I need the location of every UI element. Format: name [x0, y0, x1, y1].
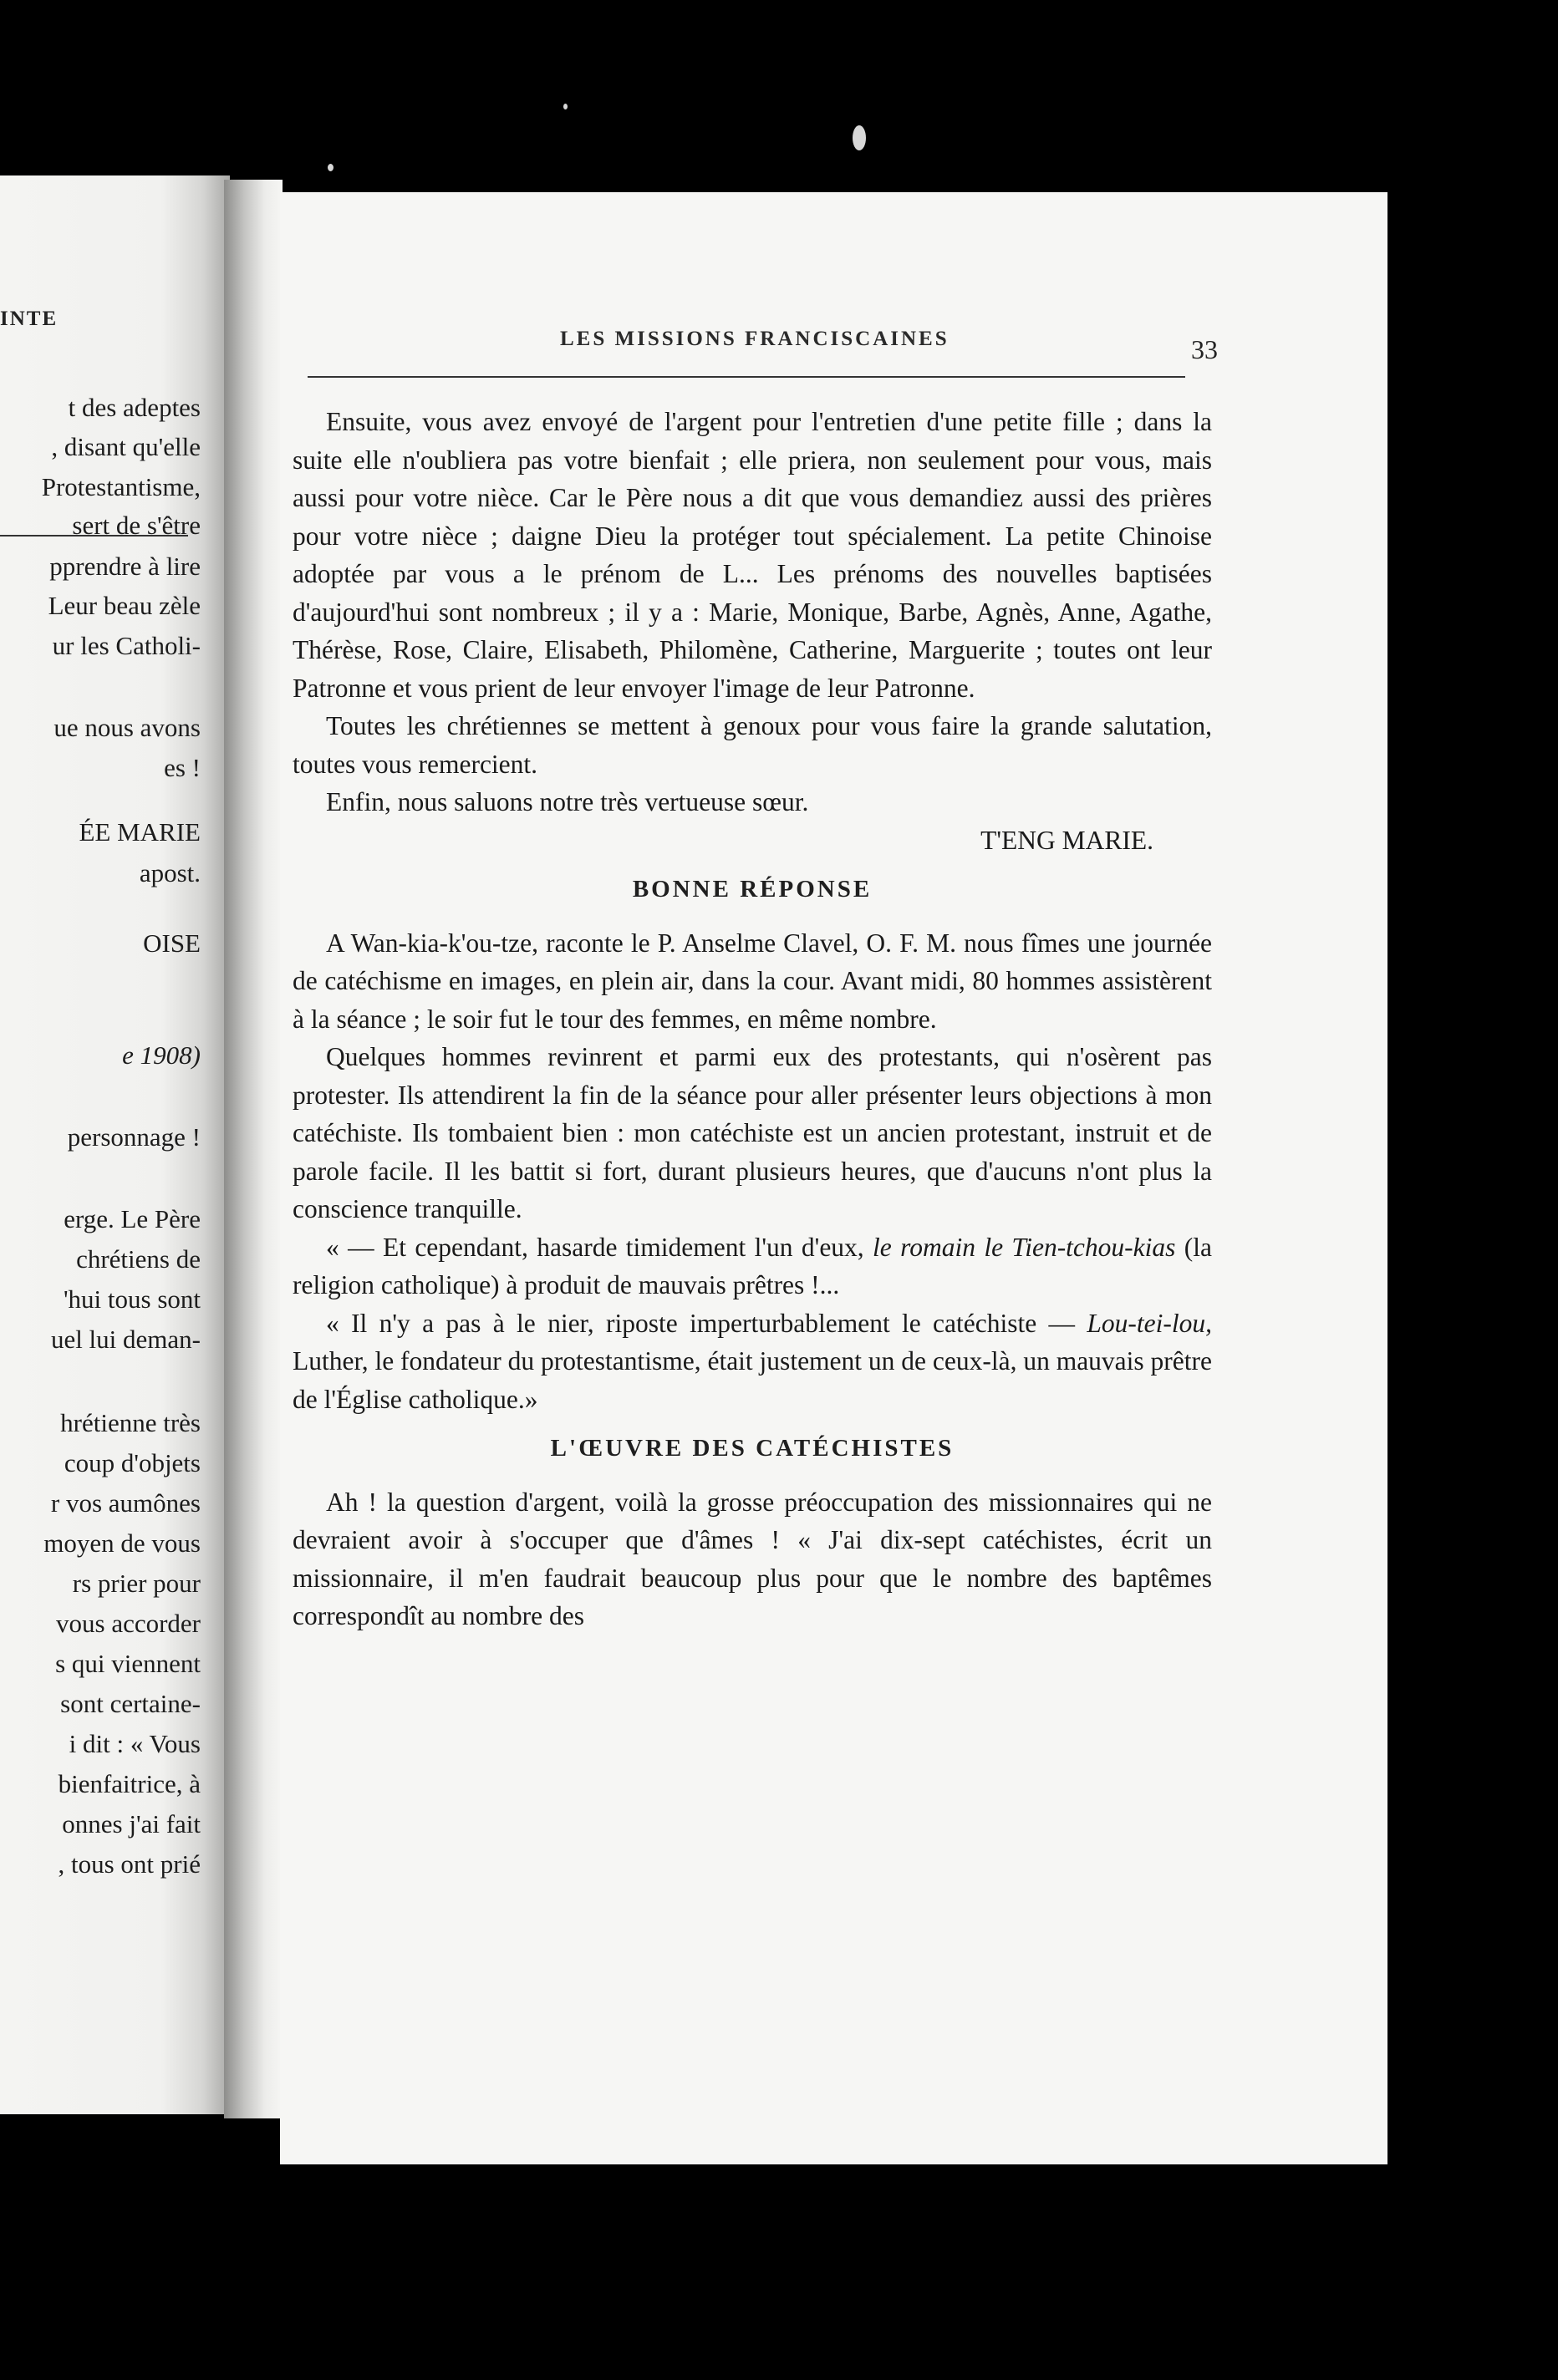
left-page-line: e 1908) — [122, 1040, 201, 1070]
left-page-line: bienfaitrice, à — [58, 1769, 201, 1798]
text-run: (la religion catholique) à produit de mauvais prêtres !... — [293, 1232, 1212, 1299]
letter-paragraph: Ensuite, vous avez envoyé de l'argent pour l'entretien d'une petite fille ; dans la suite elle n'oubliera pas votre bienfait ; elle priera, non seulement pour vous, mais aussi pour votre nièce. Car le Père nous a dit que vous demandiez aussi des prières pour votre nièce ; daigne Dieu la protéger tout spécialement. La petite Chinoise adoptée par vous a le prénom de L... Les prénoms des nouvelles baptisées d'aujourd'hui sont nombreux ; il y a : Marie, Monique, Barbe, Agnès, Anne, Agathe, Thérèse, Rose, Claire, Elisabeth, Philomène, Catherine, Marguerite ; toutes ont leur Patronne et vous prient de leur envoyer l'image de leur Patronne. — [293, 407, 1212, 703]
section-paragraph: A Wan-kia-k'ou-tze, raconte le P. Anselme Clavel, O. F. M. nous fîmes une journée de catéchisme en images, en plein air, dans la cour. Avant midi, 80 hommes assistèrent à la séance ; le soir fut le tour des femmes, en même nombre. — [293, 928, 1212, 1034]
left-page-line: sert de s'être — [72, 511, 201, 540]
left-page-line: es ! — [164, 753, 201, 782]
letter-paragraph: Toutes les chrétiennes se mettent à genoux pour vous faire la grande salutation, toutes vous remercient. — [293, 711, 1212, 779]
left-page-line: coup d'objets — [64, 1448, 201, 1477]
left-page-line: moyen de vous — [43, 1528, 201, 1558]
page-body — [293, 403, 1212, 1635]
section-paragraph: Quelques hommes revinrent et parmi eux des protestants, qui n'osèrent pas protester. Ils attendirent la fin de la séance pour aller présenter leurs objections à mon catéchiste. Ils tombaient bien : mon catéchiste est un ancien protestant, instruit et de parole facile. Il les battit si fort, durant plusieurs heures, que d'aucuns n'ont plus la conscience tranquille. — [293, 1042, 1212, 1223]
left-page-line: OISE — [143, 928, 201, 958]
book-gutter — [224, 180, 283, 2118]
left-page-line: ur les Catholi- — [52, 631, 201, 660]
dust-speck — [563, 104, 568, 109]
header-rule — [308, 376, 1185, 378]
left-page-line: hrétienne très — [60, 1408, 201, 1437]
left-page-line: t des adeptes — [68, 393, 201, 422]
section-paragraph — [293, 1228, 1212, 1304]
page-number: 33 — [1191, 334, 1218, 364]
left-page-line: pprendre à lire — [49, 552, 201, 581]
left-page-running-head: INTE — [0, 308, 59, 330]
left-page-line: vous accorder — [56, 1609, 201, 1638]
left-page-line: Protestantisme, — [41, 472, 201, 501]
left-page-line: personnage ! — [67, 1122, 201, 1152]
left-page-line: erge. Le Père — [64, 1204, 201, 1233]
italic-run: Lou-tei-lou, — [1087, 1308, 1212, 1338]
text-run: Luther, le fondateur du protestantisme, était justement un de ceux-là, un mauvais prêtre de l'Église catholique.» — [293, 1346, 1212, 1414]
text-run: « Il n'y a pas à le nier, riposte imperturbablement le catéchiste — — [326, 1308, 1076, 1338]
left-page-line: , disant qu'elle — [51, 432, 201, 461]
section-title-oeuvre-catechistes: L'ŒUVRE DES CATÉCHISTES — [550, 1435, 955, 1462]
left-page-line: onnes j'ai fait — [62, 1809, 201, 1838]
left-page-line: s qui viennent — [55, 1649, 201, 1678]
text-run: « — Et cependant, hasarde timidement l'un d'eux, — [326, 1232, 864, 1262]
left-page-line: chrétiens de — [76, 1244, 201, 1274]
left-page-line: apost. — [139, 858, 201, 887]
left-page-line: uel lui deman- — [50, 1325, 201, 1354]
letter-paragraph: Enfin, nous saluons notre très vertueuse sœur. — [326, 787, 809, 816]
dust-speck — [853, 125, 866, 150]
left-page-line: sont certaine- — [60, 1689, 201, 1718]
italic-run: le romain le Tien-tchou-kias — [873, 1232, 1176, 1262]
left-page-line: Leur beau zèle — [48, 591, 201, 620]
running-head: LES MISSIONS FRANCISCAINES — [560, 328, 950, 350]
dust-speck — [328, 164, 333, 171]
left-page-line: r vos aumônes — [50, 1488, 201, 1518]
section-paragraph — [293, 1304, 1212, 1419]
section-title-bonne-reponse: BONNE RÉPONSE — [632, 876, 873, 903]
letter-signature: T'ENG MARIE. — [980, 825, 1153, 855]
left-page-line: ÉE MARIE — [79, 817, 201, 847]
left-page-line: rs prier pour — [72, 1569, 201, 1598]
left-page-line: i dit : « Vous — [69, 1729, 201, 1758]
left-page-line: , tous ont prié — [58, 1849, 201, 1879]
left-page-line: 'hui tous sont — [63, 1284, 201, 1314]
left-page-line: ue nous avons — [53, 713, 201, 742]
section-paragraph: Ah ! la question d'argent, voilà la grosse préoccupation des missionnaires qui ne devraient avoir à s'occuper que d'âmes ! « J'ai dix-sept catéchistes, écrit un missionnaire, il m'en faudrait beaucoup plus pour que le nombre des baptêmes correspondît au nombre des — [293, 1487, 1212, 1630]
